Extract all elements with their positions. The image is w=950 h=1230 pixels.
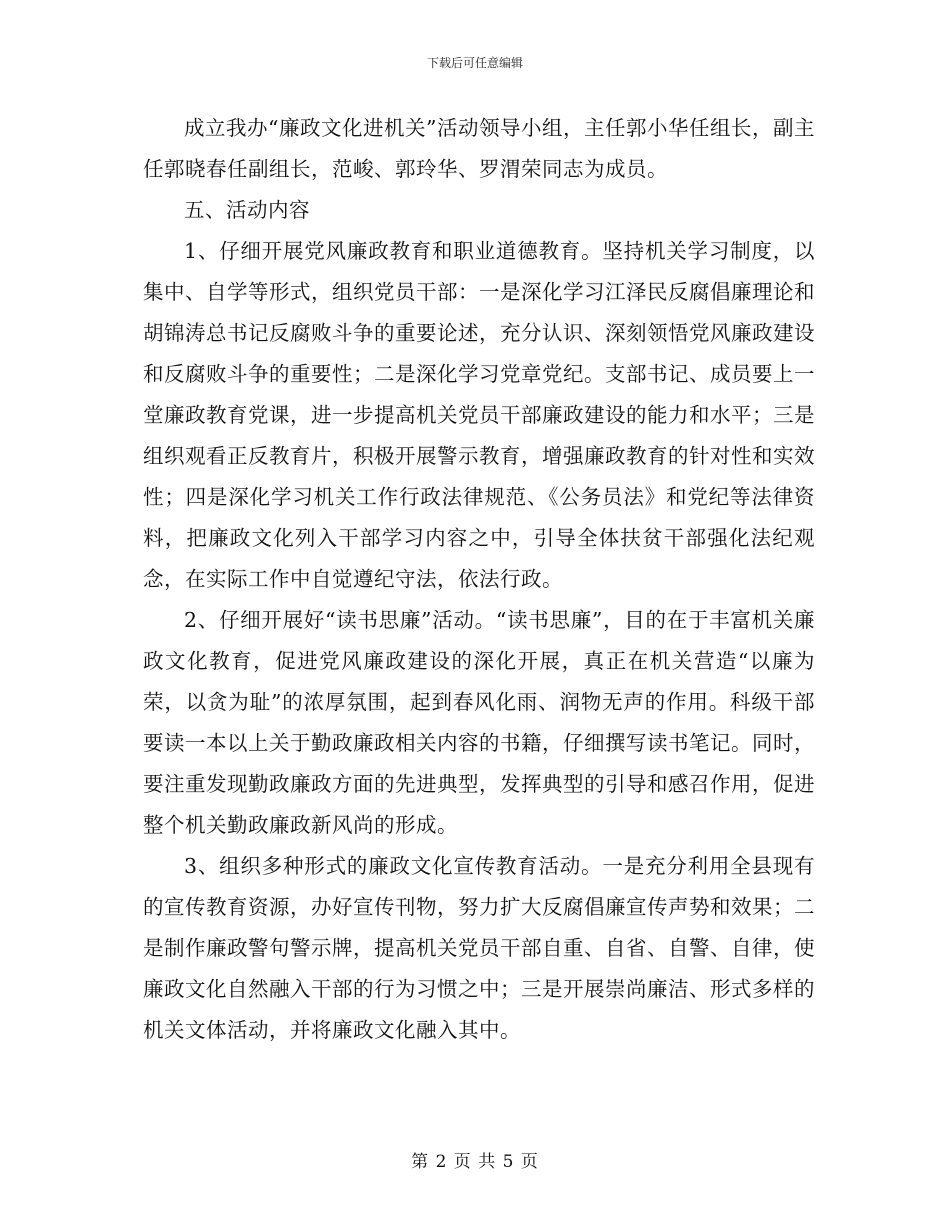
paragraph-item-3: 3、组织多种形式的廉政文化宣传教育活动。一是充分利用全县现有的宣传教育资源，办好宣传刊物，努力扩大反腐倡廉宣传声势和效果；二是制作廉政警句警示牌，提高机关党员干部自重、自省、自警、自律，使廉政文化自然融入干部的行为习惯之中；三是开展崇尚廉洁、形式多样的机关文体活动，并将廉政文化融入其中。 <box>143 854 815 1042</box>
page-number-footer: 第 2 页 共 5 页 <box>411 1152 539 1172</box>
paragraph-leadership-group: 成立我办“廉政文化进机关”活动领导小组，主任郭小华任组长，副主任郭晓春任副组长，范峻、郭玲华、罗渭荣同志为成员。 <box>143 116 815 181</box>
paragraph-item-1: 1、仔细开展党风廉政教育和职业道德教育。坚持机关学习制度，以集中、自学等形式，组织党员干部：一是深化学习江泽民反腐倡廉理论和胡锦涛总书记反腐败斗争的重要论述，充分认识、深刻领悟党风廉政建设和反腐败斗争的重要性；二是深化学习党章党纪。支部书记、成员要上一堂廉政教育党课，进一步提高机关党员干部廉政建设的能力和水平；三是组织观看正反教育片，积极开展警示教育，增强廉政教育的针对性和实效性；四是深化学习机关工作行政法律规范、《公务员法》和党纪等法律资料，把廉政文化列入干部学习内容之中，引导全体扶贫干部强化法纪观念，在实际工作中自觉遵纪守法，依法行政。 <box>143 239 815 591</box>
section-heading-activity-content: 五、活动内容 <box>184 198 310 222</box>
page-header: 下载后可任意编辑 <box>426 56 523 70</box>
paragraph-item-2: 2、仔细开展好“读书思廉”活动。“读书思廉”，目的在于丰富机关廉政文化教育，促进党风廉政建设的深化开展，真正在机关营造“以廉为荣，以贪为耻”的浓厚氛围，起到春风化雨、润物无声的作用。科级干部要读一本以上关于勤政廉政相关内容的书籍，仔细撰写读书笔记。同时，要注重发现勤政廉政方面的先进典型，发挥典型的引导和感召作用，促进整个机关勤政廉政新风尚的形成。 <box>143 608 815 837</box>
document-body <box>143 108 815 1051</box>
